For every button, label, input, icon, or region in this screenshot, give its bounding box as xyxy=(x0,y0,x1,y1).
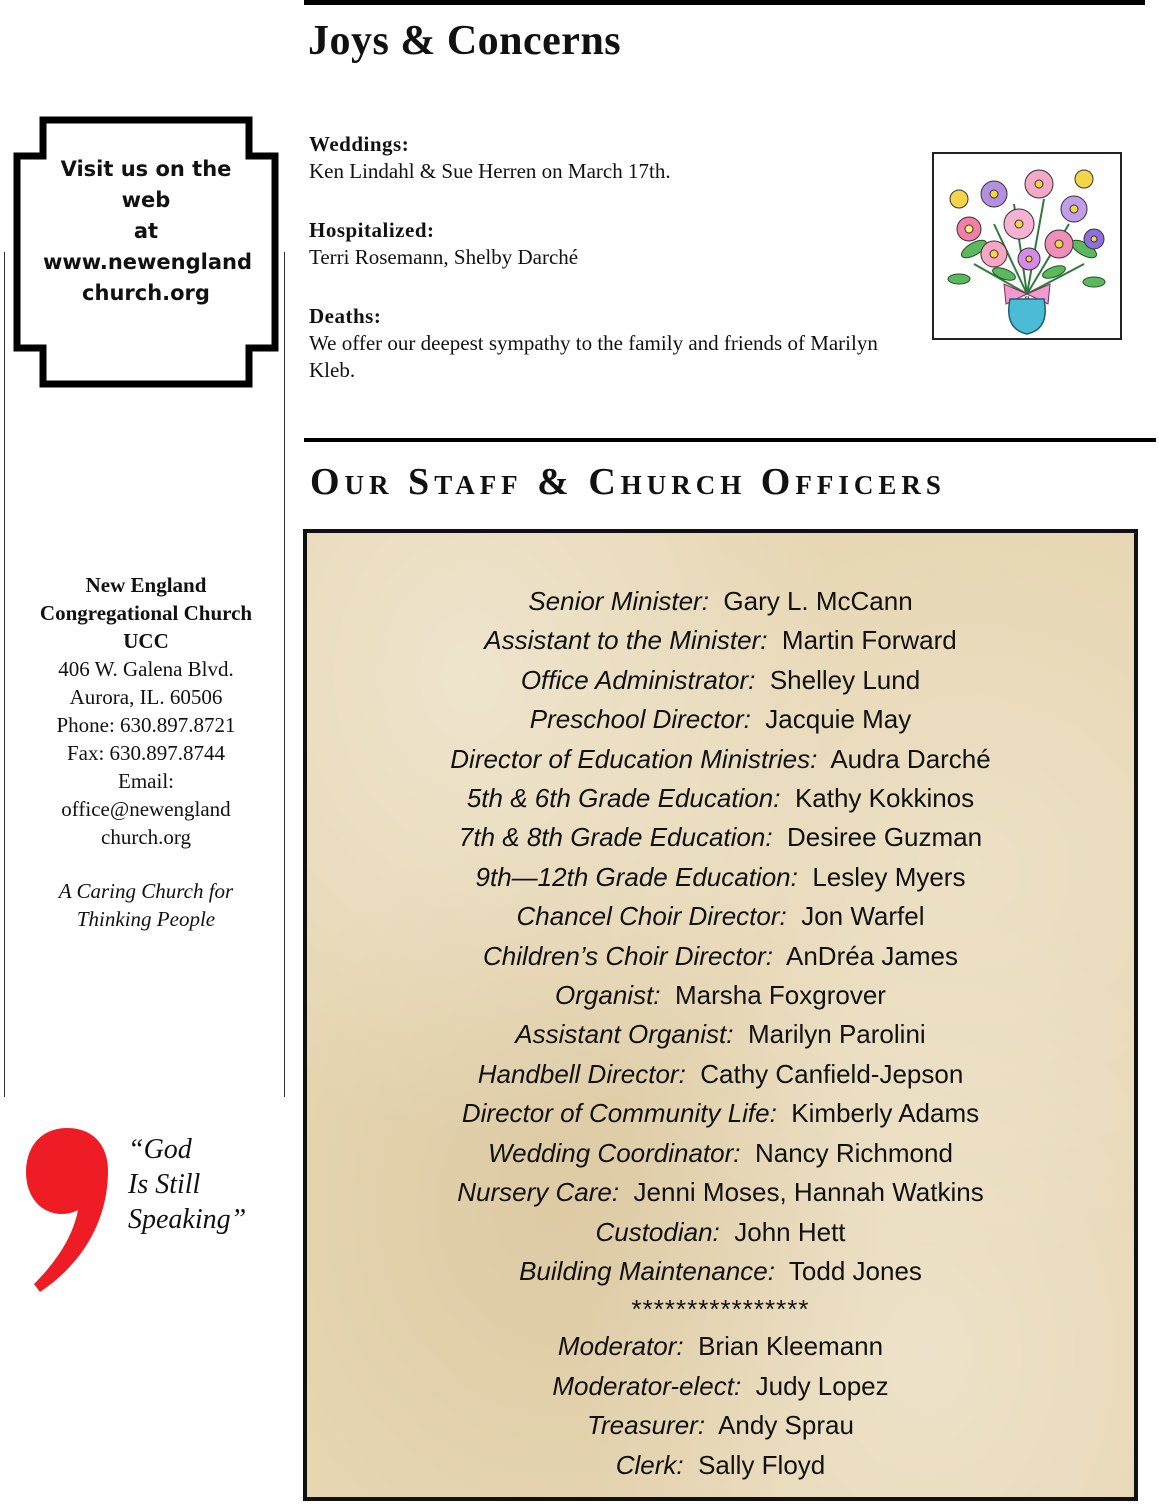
staff-row xyxy=(307,1173,1134,1212)
email-label: Email: xyxy=(118,769,174,793)
officer-row xyxy=(307,1367,1134,1406)
staff-name: Audra Darché xyxy=(830,743,991,774)
staff-row xyxy=(307,818,1134,857)
staff-role: Chancel Choir Director: xyxy=(516,901,787,932)
staff-name: Marilyn Parolini xyxy=(747,1019,926,1050)
church-name-line: Congregational Church xyxy=(39,601,253,625)
staff-name: AnDréa James xyxy=(786,940,958,971)
website-line: at xyxy=(133,219,159,243)
staff-title: Our Staff & Church Officers xyxy=(310,461,946,503)
staff-row xyxy=(307,1252,1134,1291)
website-url-line[interactable]: church.org xyxy=(82,281,210,305)
flower-image xyxy=(932,152,1122,340)
staff-panel xyxy=(303,529,1138,1501)
staff-role: Organist: xyxy=(555,980,661,1011)
staff-row xyxy=(307,621,1134,660)
staff-name: Kimberly Adams xyxy=(791,1098,980,1129)
officer-role: Treasurer: xyxy=(587,1410,706,1441)
staff-role: 9th—12th Grade Education: xyxy=(475,861,798,892)
staff-row xyxy=(307,700,1134,739)
staff-role: Senior Minister: xyxy=(528,586,709,616)
fax-line: Fax: 630.897.8744 xyxy=(66,741,226,765)
staff-name: Cathy Canfield-Jepson xyxy=(700,1058,964,1089)
weddings-text: Ken Lindahl & Sue Herren on March 17th. xyxy=(309,159,671,183)
officer-role: Moderator: xyxy=(557,1331,684,1362)
staff-row xyxy=(307,858,1134,897)
officer-name: Brian Kleemann xyxy=(698,1331,884,1362)
staff-role: Children’s Choir Director: xyxy=(483,940,773,971)
deaths-section xyxy=(309,303,919,384)
tagline-line: A Caring Church for xyxy=(58,879,234,903)
officer-name: Andy Sprau xyxy=(718,1410,854,1441)
officer-role: Clerk: xyxy=(615,1449,684,1480)
top-rule xyxy=(304,0,1145,5)
staff-role: Handbell Director: xyxy=(477,1058,686,1089)
officer-name: Sally Floyd xyxy=(698,1449,826,1480)
officer-role: Moderator-elect: xyxy=(552,1370,742,1401)
staff-role: Preschool Director: xyxy=(529,704,751,735)
staff-list xyxy=(307,582,1134,1485)
weddings-section xyxy=(309,131,919,185)
staff-name: Desiree Guzman xyxy=(787,822,983,853)
joys-concerns-title: Joys & Concerns xyxy=(308,18,622,64)
staff-name: Gary L. McCann xyxy=(723,586,913,616)
staff-name: Martin Forward xyxy=(781,625,957,656)
staff-role: 5th & 6th Grade Education: xyxy=(466,783,781,814)
website-text xyxy=(43,154,253,309)
staff-row xyxy=(307,779,1134,818)
church-address xyxy=(10,571,282,933)
staff-name: Jacquie May xyxy=(765,704,912,735)
joys-sections xyxy=(309,131,919,416)
ucc-comma-logo xyxy=(22,1126,112,1301)
staff-row xyxy=(307,1055,1134,1094)
staff-name: Lesley Myers xyxy=(812,861,966,892)
staff-role: Office Administrator: xyxy=(520,664,756,695)
website-box xyxy=(13,116,279,388)
deaths-text: We offer our deepest sympathy to the family and friends of Marilyn Kleb. xyxy=(309,331,878,382)
speaking-line: Speaking” xyxy=(128,1204,247,1235)
website-line: Visit us on the xyxy=(60,157,232,181)
email-address[interactable]: office@newengland xyxy=(61,797,231,821)
staff-name: Marsha Foxgrover xyxy=(674,980,886,1011)
staff-row xyxy=(307,897,1134,936)
staff-name: Jon Warfel xyxy=(801,901,925,932)
hospitalized-heading: Hospitalized: xyxy=(309,218,435,242)
staff-role: Director of Education Ministries: xyxy=(450,743,818,774)
tagline xyxy=(10,877,282,933)
staff-name: Kathy Kokkinos xyxy=(794,783,975,814)
website-line: web xyxy=(121,188,171,212)
email-address[interactable]: church.org xyxy=(101,825,191,849)
staff-row xyxy=(307,582,1134,621)
flower-bouquet-icon xyxy=(934,154,1120,338)
staff-name: John Hett xyxy=(734,1216,846,1247)
staff-row xyxy=(307,1094,1134,1133)
officer-row xyxy=(307,1446,1134,1485)
staff-row xyxy=(307,937,1134,976)
staff-row xyxy=(307,1015,1134,1054)
officer-row xyxy=(307,1327,1134,1366)
comma-icon xyxy=(22,1126,112,1296)
god-is-still-speaking xyxy=(128,1132,246,1237)
separator-stars: **************** xyxy=(631,1294,810,1325)
website-url-line[interactable]: www.newengland xyxy=(43,250,253,274)
staff-role: Custodian: xyxy=(595,1216,720,1247)
staff-name: Todd Jones xyxy=(788,1255,922,1286)
church-name-line: UCC xyxy=(123,629,169,653)
phone-line: Phone: 630.897.8721 xyxy=(56,713,236,737)
staff-role: Assistant to the Minister: xyxy=(484,625,768,656)
staff-row xyxy=(307,1134,1134,1173)
staff-role: Assistant Organist: xyxy=(515,1019,734,1050)
address-line: Aurora, IL. 60506 xyxy=(69,685,223,709)
staff-role: Director of Community Life: xyxy=(461,1098,777,1129)
staff-row xyxy=(307,661,1134,700)
deaths-heading: Deaths: xyxy=(309,304,382,328)
church-name-line: New England xyxy=(85,573,207,597)
staff-role: Wedding Coordinator: xyxy=(488,1137,741,1168)
staff-role: 7th & 8th Grade Education: xyxy=(458,822,773,853)
section-divider xyxy=(304,438,1156,442)
officer-name: Judy Lopez xyxy=(755,1370,889,1401)
staff-name: Jenni Moses, Hannah Watkins xyxy=(633,1177,984,1208)
staff-role: Nursery Care: xyxy=(457,1177,620,1208)
hospitalized-text: Terri Rosemann, Shelby Darché xyxy=(309,245,579,269)
tagline-line: Thinking People xyxy=(76,907,216,931)
speaking-line: “God xyxy=(128,1134,192,1165)
staff-row xyxy=(307,740,1134,779)
speaking-line: Is Still xyxy=(128,1169,201,1200)
officer-row xyxy=(307,1406,1134,1445)
weddings-heading: Weddings: xyxy=(309,132,410,156)
sidebar-rule-left xyxy=(4,252,5,1097)
address-line: 406 W. Galena Blvd. xyxy=(58,657,234,681)
staff-row xyxy=(307,1213,1134,1252)
hospitalized-section xyxy=(309,217,919,271)
staff-name: Nancy Richmond xyxy=(754,1137,953,1168)
sidebar-rule-right xyxy=(284,252,285,1097)
staff-role: Building Maintenance: xyxy=(519,1255,775,1286)
staff-row xyxy=(307,976,1134,1015)
staff-name: Shelley Lund xyxy=(769,664,921,695)
